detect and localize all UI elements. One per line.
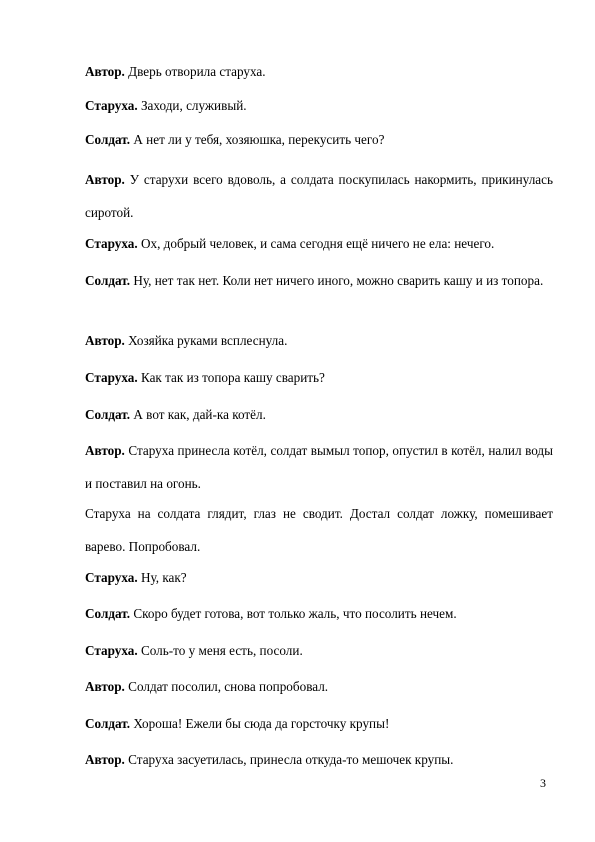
paragraph-17 <box>85 743 553 776</box>
paragraph-8 <box>85 361 553 394</box>
paragraph-1 <box>85 55 553 88</box>
paragraph-16 <box>85 707 553 740</box>
paragraph-text: Как так из топора кашу сварить? <box>137 370 325 385</box>
paragraph-text: Соль-то у меня есть, посоли. <box>137 643 303 658</box>
speaker-label: Старуха. <box>85 643 138 658</box>
paragraph-text: Старуха засуетилась, принесла откуда-то мешочек крупы. <box>124 752 454 767</box>
paragraph-15 <box>85 670 553 703</box>
speaker-label: Автор. <box>85 333 125 348</box>
speaker-label: Солдат. <box>85 273 131 288</box>
paragraph-4 <box>85 163 553 229</box>
paragraph-text: Ох, добрый человек, и сама сегодня ещё ничего не ела: нечего. <box>137 236 495 251</box>
paragraph-2 <box>85 89 553 122</box>
speaker-label: Солдат. <box>85 606 131 621</box>
speaker-label: Автор. <box>85 679 125 694</box>
speaker-label: Автор. <box>85 64 125 79</box>
speaker-label: Автор. <box>85 172 125 187</box>
paragraph-text: А вот как, дай-ка котёл. <box>130 407 266 422</box>
paragraph-text: Дверь отворила старуха. <box>124 64 266 79</box>
paragraph-7 <box>85 324 553 357</box>
paragraph-9 <box>85 398 553 431</box>
speaker-label: Старуха. <box>85 98 138 113</box>
speaker-label: Автор. <box>85 443 125 458</box>
paragraph-5 <box>85 227 553 260</box>
paragraph-text: Хозяйка руками всплеснула. <box>124 333 288 348</box>
paragraph-11 <box>85 497 553 563</box>
paragraph-14 <box>85 634 553 667</box>
paragraph-text: Ну, как? <box>137 570 187 585</box>
paragraph-text: Солдат посолил, снова попробовал. <box>124 679 329 694</box>
speaker-label: Солдат. <box>85 132 131 147</box>
paragraph-text: Заходи, служивый. <box>137 98 247 113</box>
paragraph-12 <box>85 561 553 594</box>
speaker-label: Автор. <box>85 752 125 767</box>
paragraph-13 <box>85 597 553 630</box>
paragraph-text: А нет ли у тебя, хозяюшка, перекусить чего? <box>130 132 385 147</box>
paragraph-text: Старуха на солдата глядит, глаз не сводит. Достал солдат ложку, помешивает варево. Попробовал. <box>85 506 553 554</box>
paragraph-text: Ну, нет так нет. Коли нет ничего иного, можно сварить кашу и из топора. <box>130 273 544 288</box>
speaker-label: Старуха. <box>85 570 138 585</box>
paragraph-3 <box>85 123 553 156</box>
paragraph-text: Скоро будет готова, вот только жаль, что посолить нечем. <box>130 606 457 621</box>
paragraph-text: Старуха принесла котёл, солдат вымыл топор, опустил в котёл, налил воды и поставил на огонь. <box>85 443 553 491</box>
speaker-label: Старуха. <box>85 370 138 385</box>
speaker-label: Старуха. <box>85 236 138 251</box>
paragraph-text: Хороша! Ежели бы сюда да горсточку крупы! <box>130 716 390 731</box>
paragraph-text: У старухи всего вдоволь, а солдата поскупилась накормить, прикинулась сиротой. <box>85 172 553 220</box>
paragraph-10 <box>85 434 553 500</box>
speaker-label: Солдат. <box>85 716 131 731</box>
paragraph-6 <box>85 264 553 297</box>
page-number: 3 <box>540 776 546 790</box>
speaker-label: Солдат. <box>85 407 131 422</box>
